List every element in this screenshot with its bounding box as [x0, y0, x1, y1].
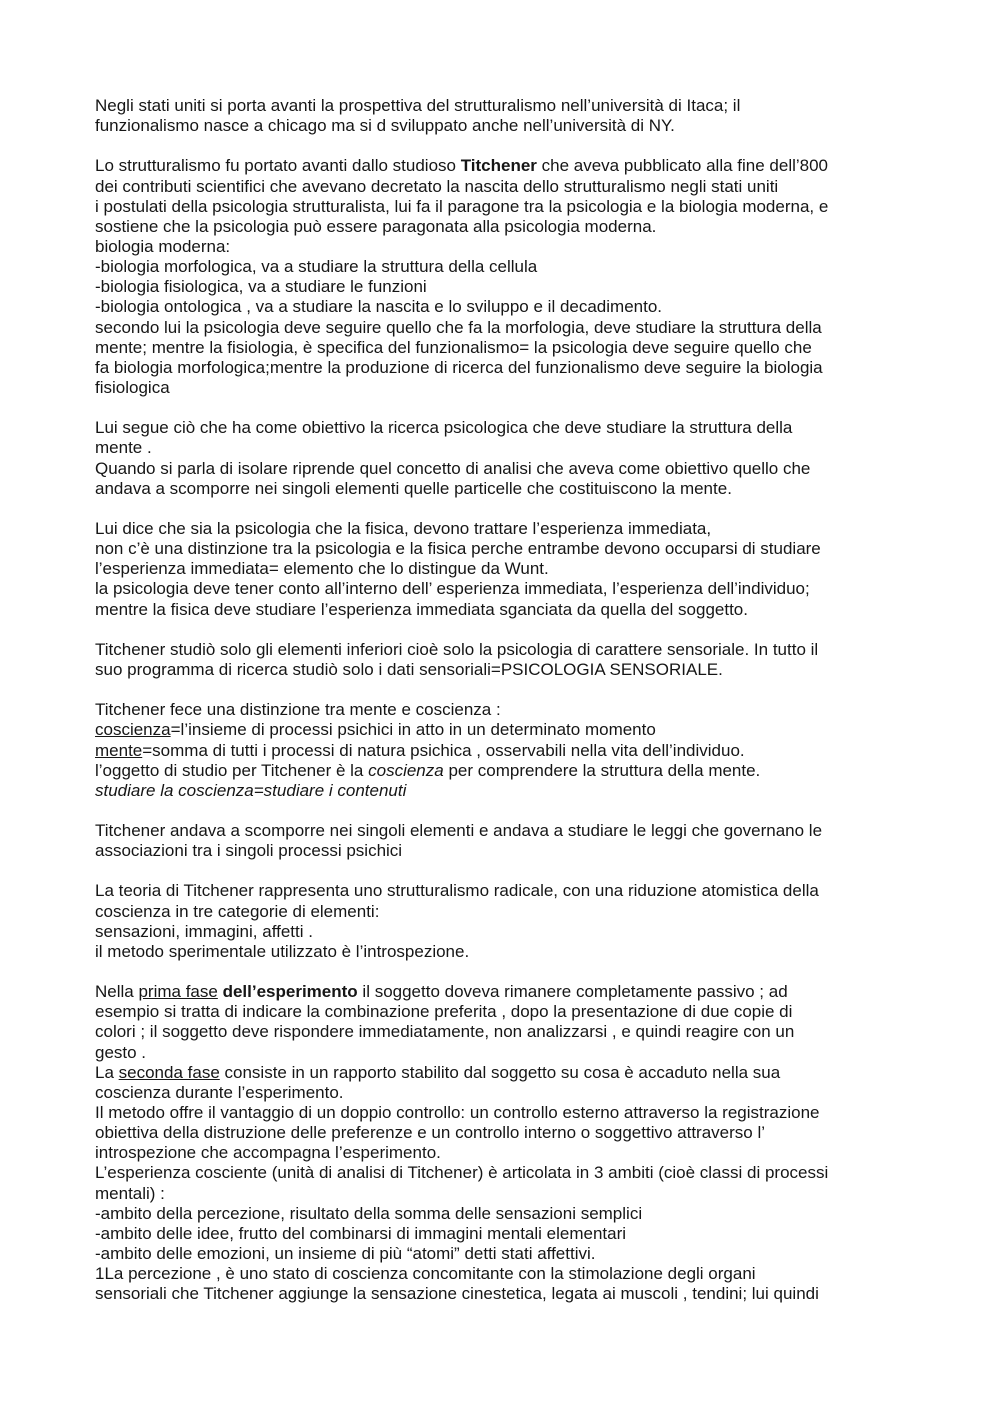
text-segment: La teoria di Titchener rappresenta uno strutturalismo radicale, con una riduzione atomistica della	[95, 881, 819, 901]
text-line	[95, 881, 975, 901]
paragraph-gap	[95, 620, 975, 640]
text-line	[95, 1163, 975, 1183]
text-segment: Titchener andava a scomporre nei singoli elementi e andava a studiare le leggi che governano le	[95, 821, 823, 841]
text-line	[95, 459, 975, 479]
text-segment: L’esperienza cosciente (unità di analisi di Titchener) è articolata in 3 ambiti (cioè classi di processi	[95, 1163, 829, 1183]
text-line	[95, 1022, 975, 1042]
text-line	[95, 539, 975, 559]
text-line	[95, 1224, 975, 1244]
text-line	[95, 821, 975, 841]
text-segment: coscienza in tre categorie di elementi:	[95, 901, 380, 921]
text-segment: l’oggetto di studio per Titchener è la	[95, 760, 369, 780]
bold-text: dell’esperimento	[222, 982, 358, 1002]
text-line	[95, 942, 975, 962]
text-line	[95, 1143, 975, 1163]
paragraph-gap	[95, 801, 975, 821]
text-segment: sensoriali che Titchener aggiunge la sensazione cinestetica, legata ai muscoli , tendini; lui quindi	[95, 1284, 819, 1304]
text-line	[95, 1043, 975, 1063]
text-line	[95, 700, 975, 720]
bold-text: Titchener	[460, 156, 537, 176]
text-segment: fa biologia morfologica;mentre la produzione di ricerca del funzionalismo deve seguire la biologia	[95, 357, 823, 377]
text-line	[95, 257, 975, 277]
paragraph-p9	[95, 982, 975, 1304]
paragraph-gap	[95, 962, 975, 982]
text-line	[95, 922, 975, 942]
text-segment: mente; mentre la fisiologia, è specifica del funzionalismo= la psicologia deve seguire quello che	[95, 337, 812, 357]
underlined-text: seconda fase	[118, 1062, 220, 1082]
text-line	[95, 1184, 975, 1204]
text-segment: sensazioni, immagini, affetti .	[95, 921, 313, 941]
text-segment: -ambito della percezione, risultato della somma delle sensazioni semplici	[95, 1203, 643, 1223]
text-segment: -biologia ontologica , va a studiare la nascita e lo sviluppo e il decadimento.	[95, 297, 663, 317]
text-line	[95, 1083, 975, 1103]
text-line	[95, 720, 975, 740]
text-segment: Titchener fece una distinzione tra mente e coscienza :	[95, 700, 501, 720]
text-segment: andava a scomporre nei singoli elementi quelle particelle che costituiscono la mente.	[95, 478, 732, 498]
text-segment: Nella	[95, 982, 139, 1002]
text-line	[95, 197, 975, 217]
text-line	[95, 1103, 975, 1123]
text-segment: 1La percezione , è uno stato di coscienza concomitante con la stimolazione degli organi	[95, 1264, 756, 1284]
text-segment: funzionalismo nasce a chicago ma si d sviluppato anche nell’università di NY.	[95, 116, 675, 136]
text-segment: associazioni tra i singoli processi psichici	[95, 841, 403, 861]
text-segment: Titchener studiò solo gli elementi inferiori cioè solo la psicologia di carattere sensoriale. In tutto il	[95, 639, 819, 659]
text-segment: -biologia fisiologica, va a studiare le funzioni	[95, 277, 427, 297]
text-line	[95, 177, 975, 197]
paragraph-gap	[95, 499, 975, 519]
text-line	[95, 1123, 975, 1143]
text-segment: gesto .	[95, 1042, 147, 1062]
text-line	[95, 781, 975, 801]
paragraph-p3	[95, 418, 975, 499]
text-segment: il soggetto doveva rimanere completamente passivo ; ad	[357, 982, 788, 1002]
text-line	[95, 982, 975, 1002]
text-segment: per comprendere la struttura della mente.	[443, 760, 761, 780]
underlined-text: prima fase	[138, 982, 218, 1002]
text-segment: consiste in un rapporto stabilito dal soggetto su cosa è accaduto nella sua	[219, 1062, 781, 1082]
paragraph-p5	[95, 640, 975, 680]
text-line	[95, 1204, 975, 1224]
paragraph-p7	[95, 821, 975, 861]
text-line	[95, 841, 975, 861]
paragraph-p4	[95, 519, 975, 620]
text-line	[95, 559, 975, 579]
underlined-text: coscienza	[95, 720, 171, 740]
text-segment: introspezione che accompagna l’esperimento.	[95, 1143, 441, 1163]
text-line	[95, 96, 975, 116]
text-segment: -biologia morfologica, va a studiare la struttura della cellula	[95, 257, 538, 277]
text-segment: dei contributi scientifici che avevano decretato la nascita dello strutturalismo negli stati uniti	[95, 176, 779, 196]
text-segment: fisiologica	[95, 377, 170, 397]
text-line	[95, 1244, 975, 1264]
text-line	[95, 156, 975, 176]
paragraph-p2	[95, 156, 975, 398]
text-segment: suo programma di ricerca studiò solo i dati sensoriali=PSICOLOGIA SENSORIALE.	[95, 659, 723, 679]
text-segment: Quando si parla di isolare riprende quel concetto di analisi che aveva come obiettivo quello che	[95, 458, 811, 478]
text-line	[95, 418, 975, 438]
text-segment: Lui dice che sia la psicologia che la fisica, devono trattare l’esperienza immediata,	[95, 518, 712, 538]
text-line	[95, 741, 975, 761]
text-line	[95, 1063, 975, 1083]
text-segment: la psicologia deve tener conto all’interno dell’ esperienza immediata, l’esperienza dell’individuo;	[95, 579, 810, 599]
text-line	[95, 217, 975, 237]
text-segment: colori ; il soggetto deve rispondere immediatamente, non analizzarsi , e quindi reagire con un	[95, 1022, 795, 1042]
underlined-text: mente	[95, 740, 143, 760]
text-segment: -ambito delle emozioni, un insieme di più “atomi” detti stati affettivi.	[95, 1244, 596, 1264]
text-line	[95, 600, 975, 620]
text-segment: Il metodo offre il vantaggio di un doppio controllo: un controllo esterno attraverso la registrazione	[95, 1103, 820, 1123]
text-segment: =somma di tutti i processi di natura psichica , osservabili nella vita dell’individuo.	[142, 740, 745, 760]
text-segment: sostiene che la psicologia può essere paragonata alla psicologia moderna.	[95, 216, 657, 236]
text-segment: -ambito delle idee, frutto del combinarsi di immagini mentali elementari	[95, 1223, 627, 1243]
text-segment: mente .	[95, 438, 152, 458]
italic-text: studiare la coscienza=studiare i contenuti	[95, 780, 407, 800]
paragraph-gap	[95, 398, 975, 418]
paragraph-p1	[95, 96, 975, 136]
text-line	[95, 116, 975, 136]
text-segment: Lui segue ciò che ha come obiettivo la ricerca psicologica che deve studiare la struttura della	[95, 418, 793, 438]
text-line	[95, 1284, 975, 1304]
text-segment: biologia moderna:	[95, 236, 231, 256]
text-segment: non c’è una distinzione tra la psicologia e la fisica perche entrambe devono occuparsi di studiare	[95, 539, 821, 559]
paragraph-gap	[95, 136, 975, 156]
text-segment: secondo lui la psicologia deve seguire quello che fa la morfologia, deve studiare la struttura della	[95, 317, 822, 337]
text-line	[95, 277, 975, 297]
text-line	[95, 902, 975, 922]
text-segment: che aveva pubblicato alla fine dell’800	[536, 156, 829, 176]
text-line	[95, 1002, 975, 1022]
text-segment: =l’insieme di processi psichici in atto in un determinato momento	[170, 720, 656, 740]
text-line	[95, 237, 975, 257]
text-line	[95, 640, 975, 660]
text-line	[95, 579, 975, 599]
text-segment: obiettiva della distruzione delle preferenze e un controllo interno o soggettivo attraverso l’	[95, 1123, 766, 1143]
paragraph-gap	[95, 861, 975, 881]
text-line	[95, 761, 975, 781]
text-line	[95, 660, 975, 680]
text-segment: coscienza durante l’esperimento.	[95, 1082, 344, 1102]
text-line	[95, 297, 975, 317]
italic-text: coscienza	[368, 760, 444, 780]
text-segment: mentre la fisica deve studiare l’esperienza immediata sganciata da quella del soggetto.	[95, 599, 748, 619]
paragraph-gap	[95, 680, 975, 700]
text-segment: l’esperienza immediata= elemento che lo distingue da Wunt.	[95, 559, 549, 579]
text-line	[95, 519, 975, 539]
text-line	[95, 438, 975, 458]
text-segment: mentali) :	[95, 1183, 165, 1203]
text-segment: esempio si tratta di indicare la combinazione preferita , dopo la presentazione di due copie di	[95, 1002, 793, 1022]
text-line	[95, 318, 975, 338]
text-line	[95, 378, 975, 398]
paragraph-p6	[95, 700, 975, 801]
text-segment: il metodo sperimentale utilizzato è l’introspezione.	[95, 941, 470, 961]
text-segment: i postulati della psicologia strutturalista, lui fa il paragone tra la psicologia e la biologia moderna, e	[95, 196, 829, 216]
text-segment: La	[95, 1062, 119, 1082]
document-page	[95, 96, 975, 1304]
text-line	[95, 358, 975, 378]
paragraph-p8	[95, 881, 975, 962]
text-line	[95, 479, 975, 499]
text-segment: Negli stati uniti si porta avanti la prospettiva del strutturalismo nell’università di Itaca; il	[95, 96, 741, 115]
text-line	[95, 1264, 975, 1284]
text-line	[95, 338, 975, 358]
text-segment: Lo strutturalismo fu portato avanti dallo studioso	[95, 156, 461, 176]
